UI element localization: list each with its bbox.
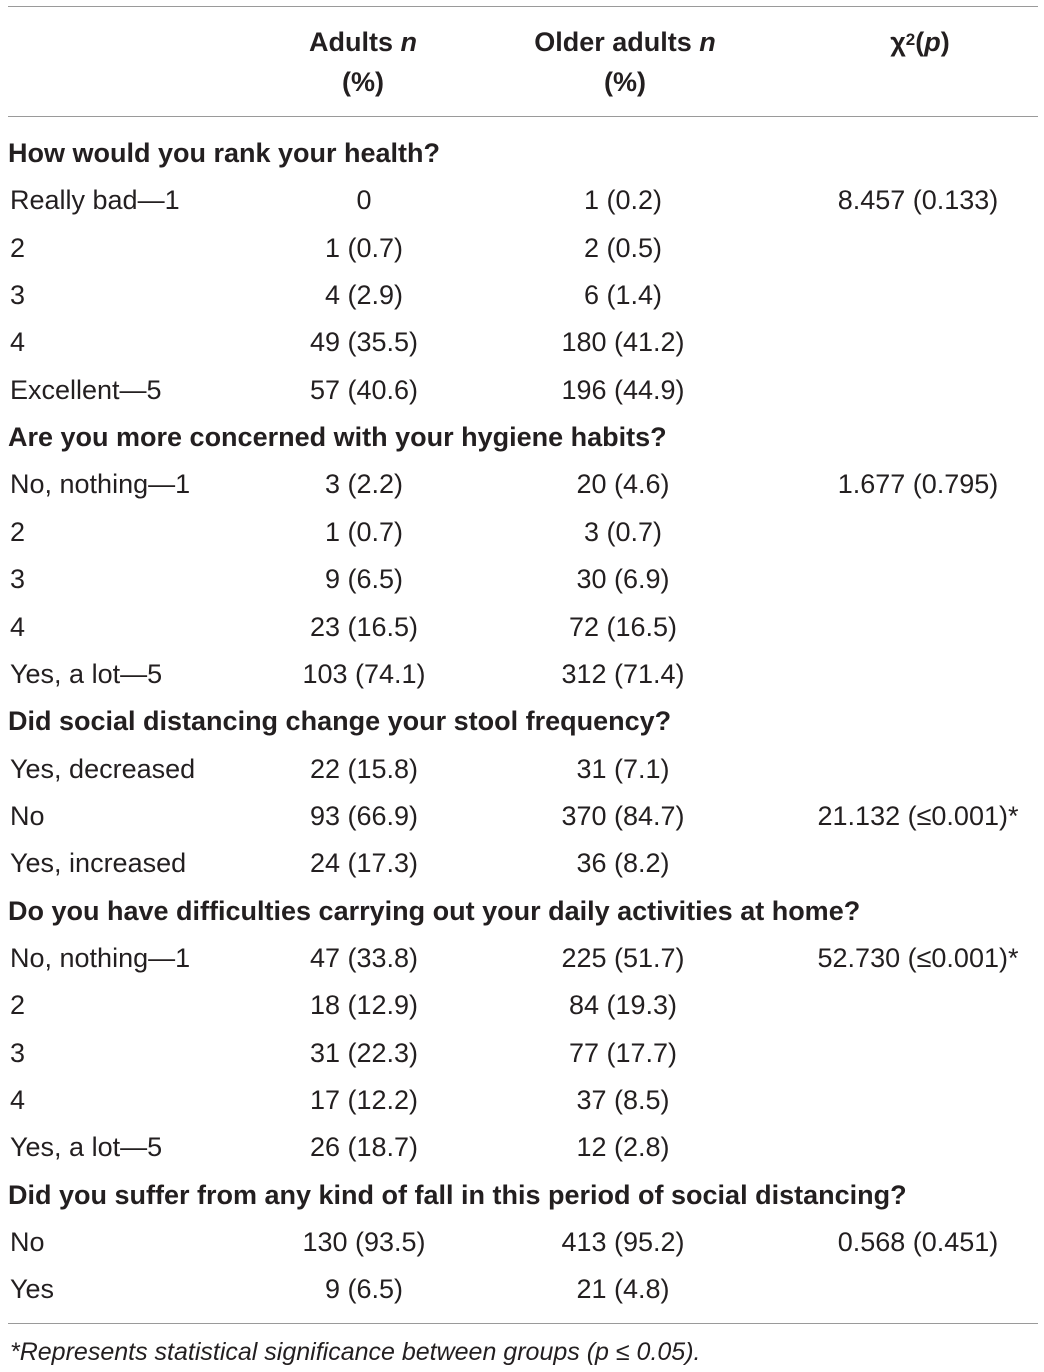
answer-label: 4 — [10, 611, 26, 642]
table-row — [0, 556, 1044, 603]
answer-label: 4 — [10, 327, 26, 358]
adults-value: 23 (16.5) — [309, 611, 419, 642]
table-row — [0, 746, 1044, 793]
table-row — [0, 793, 1044, 840]
question-label: Do you have difficulties carrying out your daily activities at home? — [8, 895, 861, 926]
answer-label: 3 — [10, 1037, 26, 1068]
table-row — [0, 177, 1044, 224]
table-row — [0, 1266, 1044, 1313]
question-label: Did you suffer from any kind of fall in this period of social distancing? — [8, 1179, 907, 1210]
table-row — [0, 1030, 1044, 1077]
question-row — [0, 698, 1044, 745]
answer-label: Excellent—5 — [10, 374, 162, 405]
adults-value: 17 (12.2) — [309, 1085, 419, 1115]
question-label: Are you more concerned with your hygiene habits? — [8, 422, 667, 453]
older-adults-value: 196 (44.9) — [561, 374, 685, 405]
table-header-rule — [8, 116, 1038, 117]
table-row — [0, 319, 1044, 366]
answer-label: Yes, decreased — [10, 753, 196, 784]
question-row — [0, 1172, 1044, 1219]
older-adults-value: 72 (16.5) — [568, 611, 678, 642]
older-adults-value: 31 (7.1) — [576, 753, 670, 784]
chi-square-value: 52.730 (≤0.001)* — [817, 942, 1019, 973]
adults-value: 103 (74.1) — [302, 658, 426, 689]
answer-label: 3 — [10, 564, 26, 595]
question-row — [0, 414, 1044, 461]
question-label: How would you rank your health? — [8, 138, 441, 168]
adults-value: 1 (0.7) — [324, 516, 404, 547]
adults-value: 22 (15.8) — [309, 753, 419, 784]
question-row — [0, 888, 1044, 935]
older-adults-value: 36 (8.2) — [576, 848, 670, 879]
answer-label: 2 — [10, 516, 26, 547]
answer-label: Really bad—1 — [10, 185, 180, 216]
answer-label: 4 — [10, 1085, 26, 1115]
answer-label: 2 — [10, 990, 26, 1021]
older-adults-value: 6 (1.4) — [583, 280, 663, 311]
answer-label: Yes, increased — [10, 848, 187, 879]
answer-label: No, nothing—1 — [10, 942, 191, 973]
older-adults-value: 77 (17.7) — [568, 1037, 678, 1068]
answer-label: No, nothing—1 — [10, 469, 191, 500]
older-adults-value: 84 (19.3) — [568, 990, 678, 1021]
older-adults-value: 312 (71.4) — [561, 658, 685, 689]
table-top-rule — [8, 6, 1038, 7]
answer-label: 2 — [10, 232, 26, 263]
table-row — [0, 935, 1044, 982]
answer-label: Yes — [10, 1274, 55, 1305]
table-row — [0, 982, 1044, 1029]
question-row — [0, 130, 1044, 177]
table-row — [0, 1124, 1044, 1171]
older-adults-value: 21 (4.8) — [576, 1274, 670, 1305]
table-row — [0, 1219, 1044, 1266]
chi-square-value: 21.132 (≤0.001)* — [817, 800, 1019, 831]
adults-value: 24 (17.3) — [309, 848, 419, 879]
answer-label: Yes, a lot—5 — [10, 658, 163, 689]
adults-value: 130 (93.5) — [302, 1227, 426, 1258]
adults-value: 18 (12.9) — [309, 990, 419, 1021]
chi-square-value: 8.457 (0.133) — [837, 185, 999, 216]
header-chi-square: $\chi^2(p)$ — [890, 27, 950, 57]
adults-value: 1 (0.7) — [324, 232, 404, 263]
older-adults-value: 1 (0.2) — [583, 185, 663, 216]
adults-value: 57 (40.6) — [309, 374, 419, 405]
header-adults: Adults n (%) — [308, 27, 417, 97]
adults-value: 93 (66.9) — [309, 800, 419, 831]
older-adults-value: 370 (84.7) — [561, 800, 685, 831]
adults-value: 26 (18.7) — [309, 1132, 419, 1163]
adults-value: 49 (35.5) — [309, 327, 419, 358]
answer-label: No — [10, 1227, 45, 1258]
adults-value: 47 (33.8) — [309, 942, 419, 973]
older-adults-value: 413 (95.2) — [561, 1227, 685, 1258]
chi-square-value: 0.568 (0.451) — [837, 1227, 999, 1258]
table-row — [0, 840, 1044, 887]
adults-value: 4 (2.9) — [324, 280, 404, 311]
table-bottom-rule — [8, 1323, 1038, 1324]
older-adults-value: 3 (0.7) — [583, 516, 663, 547]
answer-label: No — [10, 800, 45, 831]
older-adults-value: 30 (6.9) — [576, 564, 670, 595]
table-row — [0, 225, 1044, 272]
table-row — [0, 604, 1044, 651]
answer-label: Yes, a lot—5 — [10, 1132, 163, 1163]
adults-value: 3 (2.2) — [324, 469, 404, 500]
table-footnote: *Represents statistical significance between groups (p ≤ 0.05). — [10, 1338, 701, 1366]
answer-label: 3 — [10, 280, 26, 311]
adults-value: 31 (22.3) — [309, 1037, 419, 1068]
table-row — [0, 1077, 1044, 1124]
older-adults-value: 180 (41.2) — [561, 327, 685, 358]
older-adults-value: 20 (4.6) — [576, 469, 670, 500]
older-adults-value: 37 (8.5) — [576, 1085, 670, 1115]
older-adults-value: 2 (0.5) — [583, 232, 663, 263]
older-adults-value: 225 (51.7) — [561, 942, 685, 973]
table-row — [0, 367, 1044, 414]
older-adults-value: 12 (2.8) — [576, 1132, 670, 1163]
chi-square-value: 1.677 (0.795) — [837, 469, 999, 500]
adults-value: 9 (6.5) — [324, 564, 404, 595]
table-row — [0, 651, 1044, 698]
header-older-adults: Older adults n (%) — [534, 27, 716, 97]
question-label: Did social distancing change your stool frequency? — [8, 706, 672, 737]
adults-value: 0 — [356, 185, 372, 216]
table-row — [0, 461, 1044, 508]
table-row — [0, 272, 1044, 319]
table-row — [0, 509, 1044, 556]
adults-value: 9 (6.5) — [324, 1274, 404, 1305]
